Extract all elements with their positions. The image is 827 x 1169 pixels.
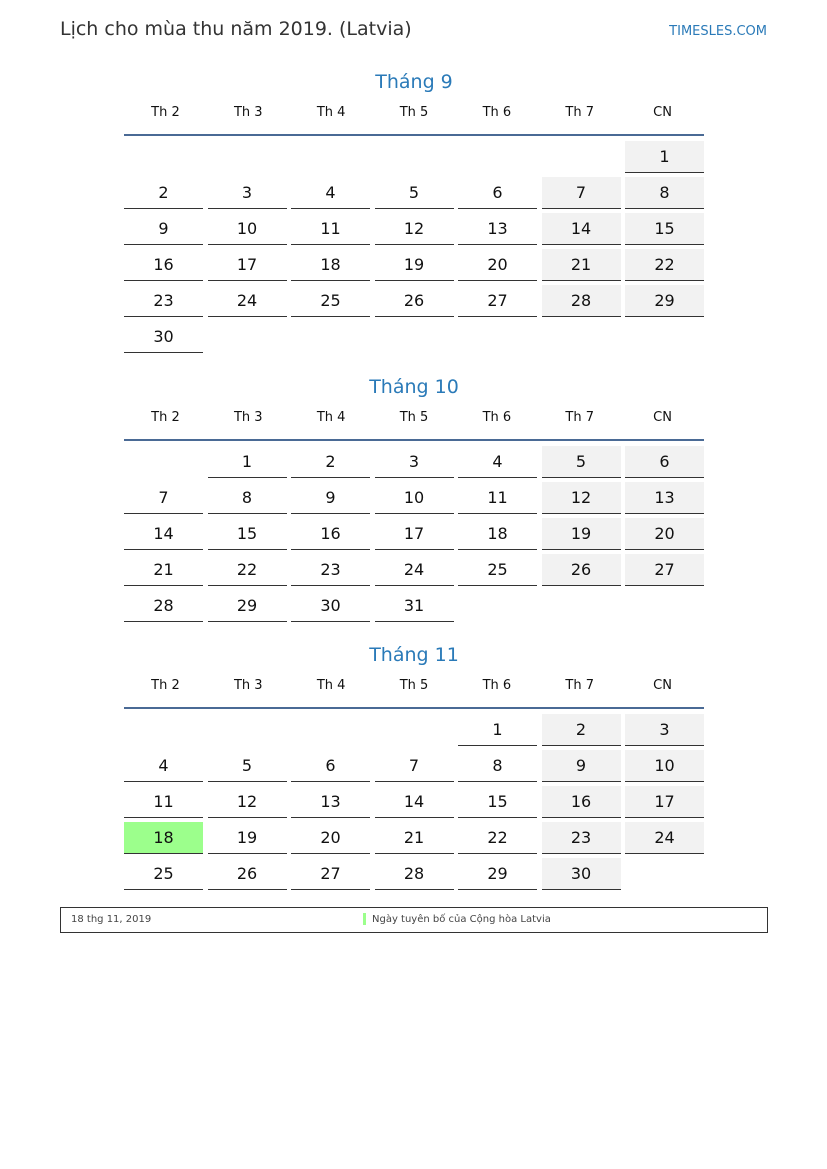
month-title: Tháng 11 bbox=[369, 644, 459, 666]
day-cell[interactable]: 12 bbox=[375, 213, 454, 245]
day-cell[interactable]: 22 bbox=[208, 554, 287, 586]
day-cell[interactable]: 7 bbox=[124, 482, 203, 514]
day-cell[interactable]: 26 bbox=[375, 285, 454, 317]
holiday-day-cell[interactable]: 18 bbox=[124, 822, 203, 854]
day-cell[interactable]: 9 bbox=[542, 750, 621, 782]
day-grid bbox=[124, 714, 704, 890]
empty-cell bbox=[375, 714, 454, 746]
day-cell[interactable]: 7 bbox=[542, 177, 621, 209]
day-cell[interactable]: 6 bbox=[625, 446, 704, 478]
day-cell[interactable]: 24 bbox=[375, 554, 454, 586]
day-cell[interactable]: 12 bbox=[208, 786, 287, 818]
day-cell[interactable]: 9 bbox=[291, 482, 370, 514]
day-cell[interactable]: 20 bbox=[291, 822, 370, 854]
weekday-label: Th 2 bbox=[151, 410, 180, 425]
empty-cell bbox=[124, 141, 203, 173]
day-cell[interactable]: 10 bbox=[625, 750, 704, 782]
day-cell[interactable]: 17 bbox=[375, 518, 454, 550]
day-cell[interactable]: 20 bbox=[625, 518, 704, 550]
day-cell[interactable]: 15 bbox=[208, 518, 287, 550]
empty-cell bbox=[124, 714, 203, 746]
empty-cell bbox=[375, 141, 454, 173]
empty-cell bbox=[458, 141, 537, 173]
day-grid bbox=[124, 446, 704, 622]
day-cell[interactable]: 27 bbox=[625, 554, 704, 586]
weekday-label: Th 5 bbox=[399, 105, 429, 120]
day-cell[interactable]: 21 bbox=[375, 822, 454, 854]
day-cell[interactable]: 21 bbox=[542, 249, 621, 281]
empty-cell bbox=[291, 714, 370, 746]
weekday-label: Th 6 bbox=[482, 410, 512, 425]
day-cell[interactable]: 16 bbox=[124, 249, 203, 281]
weekday-label: Th 2 bbox=[151, 105, 180, 120]
legend-text: Ngày tuyên bố của Cộng hòa Latvia bbox=[372, 914, 551, 925]
empty-cell bbox=[124, 446, 203, 478]
empty-cell bbox=[291, 141, 370, 173]
day-cell[interactable]: 16 bbox=[291, 518, 370, 550]
day-cell[interactable]: 8 bbox=[208, 482, 287, 514]
site-link[interactable]: TIMESLES.COM bbox=[669, 24, 767, 39]
day-cell[interactable]: 4 bbox=[458, 446, 537, 478]
day-cell[interactable]: 1 bbox=[625, 141, 704, 173]
day-grid bbox=[124, 141, 704, 353]
day-cell[interactable]: 13 bbox=[291, 786, 370, 818]
weekday-label: Th 5 bbox=[399, 410, 429, 425]
day-cell[interactable]: 25 bbox=[124, 858, 203, 890]
month-september bbox=[124, 68, 704, 353]
legend-date: 18 thg 11, 2019 bbox=[71, 914, 152, 925]
month-title: Tháng 10 bbox=[369, 376, 459, 398]
weekday-label: Th 7 bbox=[565, 105, 595, 120]
day-cell[interactable]: 22 bbox=[458, 822, 537, 854]
day-cell[interactable]: 29 bbox=[458, 858, 537, 890]
day-cell[interactable]: 19 bbox=[542, 518, 621, 550]
day-cell[interactable]: 16 bbox=[542, 786, 621, 818]
empty-cell bbox=[542, 141, 621, 173]
day-cell[interactable]: 13 bbox=[625, 482, 704, 514]
day-cell[interactable]: 5 bbox=[208, 750, 287, 782]
weekday-label: Th 4 bbox=[316, 678, 346, 693]
weekday-label: Th 7 bbox=[565, 410, 595, 425]
day-cell[interactable]: 1 bbox=[208, 446, 287, 478]
day-cell[interactable]: 23 bbox=[291, 554, 370, 586]
day-cell[interactable]: 26 bbox=[542, 554, 621, 586]
day-cell[interactable]: 3 bbox=[208, 177, 287, 209]
day-cell[interactable]: 6 bbox=[458, 177, 537, 209]
day-cell[interactable]: 30 bbox=[291, 590, 370, 622]
weekday-label: Th 2 bbox=[151, 678, 180, 693]
day-cell[interactable]: 11 bbox=[124, 786, 203, 818]
day-cell[interactable]: 17 bbox=[625, 786, 704, 818]
day-cell[interactable]: 28 bbox=[542, 285, 621, 317]
weekday-label: Th 3 bbox=[233, 105, 263, 120]
day-cell[interactable]: 22 bbox=[625, 249, 704, 281]
day-cell[interactable]: 21 bbox=[124, 554, 203, 586]
weekday-label: CN bbox=[653, 410, 672, 425]
day-cell[interactable]: 2 bbox=[291, 446, 370, 478]
day-cell[interactable]: 11 bbox=[291, 213, 370, 245]
day-cell[interactable]: 2 bbox=[542, 714, 621, 746]
day-cell[interactable]: 24 bbox=[625, 822, 704, 854]
day-cell[interactable]: 18 bbox=[458, 518, 537, 550]
day-cell[interactable]: 9 bbox=[124, 213, 203, 245]
day-cell[interactable]: 23 bbox=[542, 822, 621, 854]
weekday-label: Th 4 bbox=[316, 410, 346, 425]
day-cell[interactable]: 26 bbox=[208, 858, 287, 890]
day-cell[interactable]: 23 bbox=[124, 285, 203, 317]
day-cell[interactable]: 4 bbox=[291, 177, 370, 209]
day-cell[interactable]: 28 bbox=[124, 590, 203, 622]
day-cell[interactable]: 5 bbox=[375, 177, 454, 209]
day-cell[interactable]: 18 bbox=[291, 249, 370, 281]
day-cell[interactable]: 19 bbox=[208, 822, 287, 854]
month-title: Tháng 9 bbox=[375, 71, 453, 93]
day-cell[interactable]: 8 bbox=[625, 177, 704, 209]
day-cell[interactable]: 13 bbox=[458, 213, 537, 245]
weekday-label: Th 6 bbox=[482, 105, 512, 120]
day-cell[interactable]: 11 bbox=[458, 482, 537, 514]
weekday-label: Th 3 bbox=[233, 410, 263, 425]
day-cell[interactable]: 5 bbox=[542, 446, 621, 478]
day-cell[interactable]: 1 bbox=[458, 714, 537, 746]
day-cell[interactable]: 7 bbox=[375, 750, 454, 782]
day-cell[interactable]: 10 bbox=[208, 213, 287, 245]
day-cell[interactable]: 14 bbox=[542, 213, 621, 245]
day-cell[interactable]: 29 bbox=[625, 285, 704, 317]
day-cell[interactable]: 12 bbox=[542, 482, 621, 514]
empty-cell bbox=[208, 714, 287, 746]
month-october bbox=[124, 373, 704, 622]
weekday-label: Th 6 bbox=[482, 678, 512, 693]
day-cell[interactable]: 15 bbox=[458, 786, 537, 818]
day-cell[interactable]: 14 bbox=[375, 786, 454, 818]
day-cell[interactable]: 28 bbox=[375, 858, 454, 890]
day-cell[interactable]: 27 bbox=[458, 285, 537, 317]
weekday-label: Th 5 bbox=[399, 678, 429, 693]
month-november bbox=[124, 641, 704, 890]
day-cell[interactable]: 14 bbox=[124, 518, 203, 550]
day-cell[interactable]: 20 bbox=[458, 249, 537, 281]
day-cell[interactable]: 10 bbox=[375, 482, 454, 514]
day-cell[interactable]: 6 bbox=[291, 750, 370, 782]
legend-color-marker bbox=[363, 913, 366, 925]
day-cell[interactable]: 15 bbox=[625, 213, 704, 245]
weekday-header bbox=[124, 100, 704, 136]
day-cell[interactable]: 2 bbox=[124, 177, 203, 209]
day-cell[interactable]: 30 bbox=[542, 858, 621, 890]
weekday-label: CN bbox=[653, 678, 672, 693]
weekday-label: Th 4 bbox=[316, 105, 346, 120]
day-cell[interactable]: 3 bbox=[625, 714, 704, 746]
empty-cell bbox=[208, 141, 287, 173]
day-cell[interactable]: 29 bbox=[208, 590, 287, 622]
day-cell[interactable]: 24 bbox=[208, 285, 287, 317]
day-cell[interactable]: 25 bbox=[458, 554, 537, 586]
weekday-label: CN bbox=[653, 105, 672, 120]
day-cell[interactable]: 3 bbox=[375, 446, 454, 478]
weekday-header bbox=[124, 405, 704, 441]
day-cell[interactable]: 30 bbox=[124, 321, 203, 353]
day-cell[interactable]: 8 bbox=[458, 750, 537, 782]
day-cell[interactable]: 25 bbox=[291, 285, 370, 317]
day-cell[interactable]: 19 bbox=[375, 249, 454, 281]
day-cell[interactable]: 17 bbox=[208, 249, 287, 281]
weekday-label: Th 7 bbox=[565, 678, 595, 693]
day-cell[interactable]: 4 bbox=[124, 750, 203, 782]
holiday-legend bbox=[60, 907, 768, 933]
weekday-label: Th 3 bbox=[233, 678, 263, 693]
page-title: Lịch cho mùa thu năm 2019. (Latvia) bbox=[60, 18, 412, 40]
day-cell[interactable]: 27 bbox=[291, 858, 370, 890]
weekday-header bbox=[124, 673, 704, 709]
day-cell[interactable]: 31 bbox=[375, 590, 454, 622]
